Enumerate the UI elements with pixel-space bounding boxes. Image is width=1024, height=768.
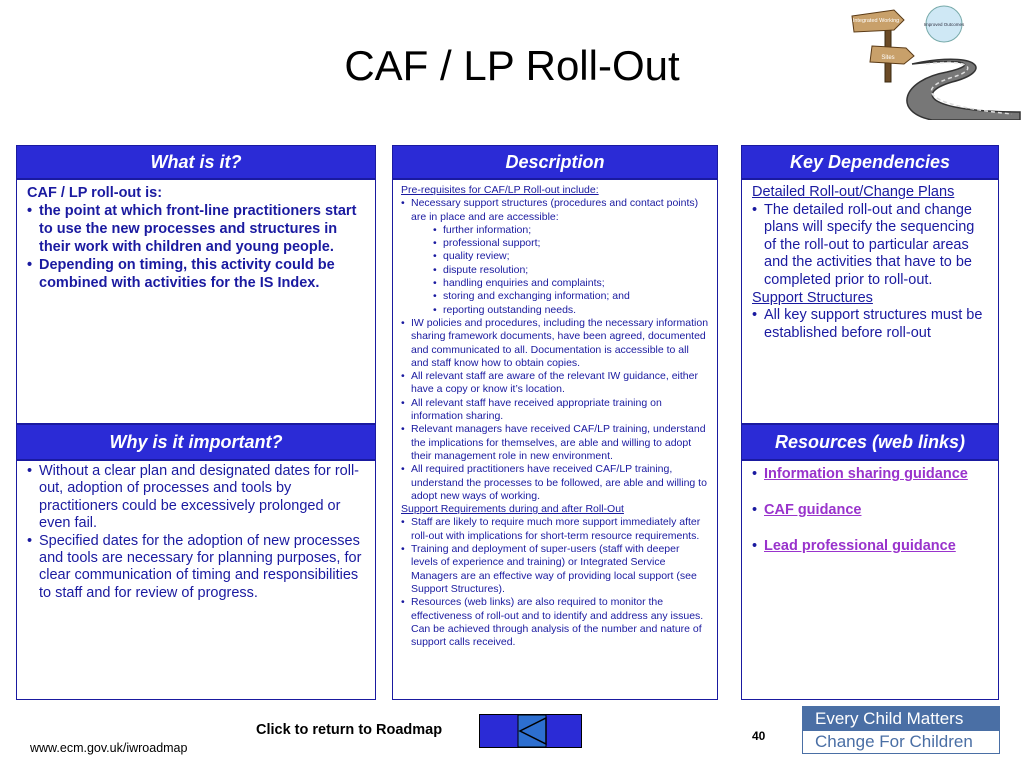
why-panel — [16, 460, 376, 700]
rollout-plans-list — [752, 202, 988, 290]
sub-item: • quality review; — [433, 250, 709, 263]
lead-professional-guidance-link[interactable]: Lead professional guidance — [764, 538, 956, 554]
key-dependencies-panel — [741, 179, 999, 424]
why-header — [16, 424, 376, 460]
resources-header-label: Resources (web links) — [774, 432, 966, 452]
rollout-plans-heading: Detailed Roll-out/Change Plans — [752, 184, 955, 200]
support-requirements-heading: Support Requirements during and after Roll-Out — [401, 503, 624, 516]
what-bullet-2: • Depending on timing, this activity could be combined with activities for the IS Index. — [27, 256, 365, 292]
why-header-label: Why is it important? — [109, 432, 283, 452]
prerequisite-item: • All relevant staff have received appropriate training on information sharing. — [401, 397, 709, 424]
support-item: • Resources (web links) are also required to monitor the effectiveness of roll-out and to identify and address any issues. Can be achieved through analysis of the number and nature of support calls received. — [401, 596, 709, 649]
prerequisite-item: • Relevant managers have received CAF/LP training, understand the implications for themselves, are able and willing to adopt their management role in new environment. — [401, 423, 709, 463]
sign-improved-outcomes: Improved Outcomes — [923, 22, 965, 27]
every-child-matters-logo — [802, 706, 1000, 754]
resource-item — [752, 465, 988, 483]
support-requirements-list — [401, 516, 709, 649]
resources-list — [752, 465, 988, 555]
logo-line-1: Every Child Matters — [803, 707, 999, 731]
key-dependencies-header-label: Key Dependencies — [789, 152, 951, 172]
key-dependencies-header — [741, 145, 999, 179]
support-structures-list — [752, 307, 988, 342]
logo-line-2: Change For Children — [803, 731, 999, 753]
roadmap-signpost-illustration — [842, 2, 1024, 120]
resources-header — [741, 424, 999, 460]
sub-item: • professional support; — [433, 237, 709, 250]
sub-item: • storing and exchanging information; and — [433, 290, 709, 303]
why-bullet-2: • Specified dates for the adoption of new processes and tools are necessary for planning purposes, for clear communication of timing and responsibilities to staff and for review of progress. — [27, 533, 365, 603]
support-sublist — [433, 224, 709, 317]
sign-sites: Sites — [881, 55, 895, 61]
support-item: • Staff are likely to require much more support immediately after roll-out with implications for short-term resource requirements. — [401, 516, 709, 543]
sub-item: • dispute resolution; — [433, 264, 709, 277]
prerequisite-item: • All relevant staff are aware of the relevant IW guidance, either have a copy or know it’s location. — [401, 370, 709, 397]
what-panel — [16, 179, 376, 424]
page-title: CAF / LP Roll-Out — [344, 42, 680, 89]
what-header-label: What is it? — [150, 152, 242, 172]
why-bullet-1: • Without a clear plan and designated dates for roll-out, adoption of processes and tools by practitioners could be excessively prolonged or even fail. — [27, 463, 365, 533]
sub-item: • handling enquiries and complaints; — [433, 277, 709, 290]
what-list — [27, 202, 365, 292]
sub-item: • further information; — [433, 224, 709, 237]
prerequisites-heading: Pre-requisites for CAF/LP Roll-out include: — [401, 184, 599, 196]
footer-url: www.ecm.gov.uk/iwroadmap — [30, 741, 188, 755]
description-header-label: Description — [505, 152, 605, 172]
support-item: • Training and deployment of super-users (staff with deeper levels of experience and training) or Integrated Service Managers are an effective way of providing local support (see Support Structures). — [401, 543, 709, 596]
support-structures-heading: Support Structures — [752, 289, 873, 306]
back-arrow-icon — [480, 715, 581, 747]
return-to-roadmap-label[interactable]: Click to return to Roadmap — [256, 722, 443, 738]
resource-item — [752, 501, 988, 519]
description-panel — [392, 179, 718, 700]
prerequisite-item: • All required practitioners have received CAF/LP training, understand the processes to be followed, are able and willing to adopt new ways of working. — [401, 463, 709, 503]
return-to-roadmap-button[interactable] — [479, 714, 582, 748]
prerequisites-list — [401, 197, 709, 503]
sign-integrated-working: Integrated Working — [852, 18, 900, 24]
what-bullet-1: • the point at which front-line practitioners start to use the new processes and structures in their work with children and young people. — [27, 202, 365, 256]
prerequisite-item: • IW policies and procedures, including the necessary information sharing framework documents, have been agreed, documented and communicated to all. Documentation is accessible to all and staff know how to obtain copies. — [401, 317, 709, 370]
caf-guidance-link[interactable]: CAF guidance — [764, 502, 862, 518]
what-header — [16, 145, 376, 179]
page-number: 40 — [752, 729, 766, 743]
sub-item: • reporting outstanding needs. — [433, 304, 709, 317]
rollout-plans-bullet: • The detailed roll-out and change plans will specify the sequencing of the roll-out to particular areas and the activities that have to be completed prior to roll-out. — [752, 202, 988, 290]
information-sharing-guidance-link[interactable]: Information sharing guidance — [764, 466, 968, 482]
what-intro: CAF / LP roll-out is: — [27, 185, 163, 201]
support-structures-bullet: • All key support structures must be established before roll-out — [752, 307, 988, 342]
why-list — [27, 463, 365, 602]
resources-panel — [741, 460, 999, 700]
description-header — [392, 145, 718, 179]
prerequisite-support-structures — [401, 197, 709, 317]
prerequisite-support-text: Necessary support structures (procedures and contact points) are in place and are accessible: — [411, 197, 699, 223]
resource-item — [752, 537, 988, 555]
